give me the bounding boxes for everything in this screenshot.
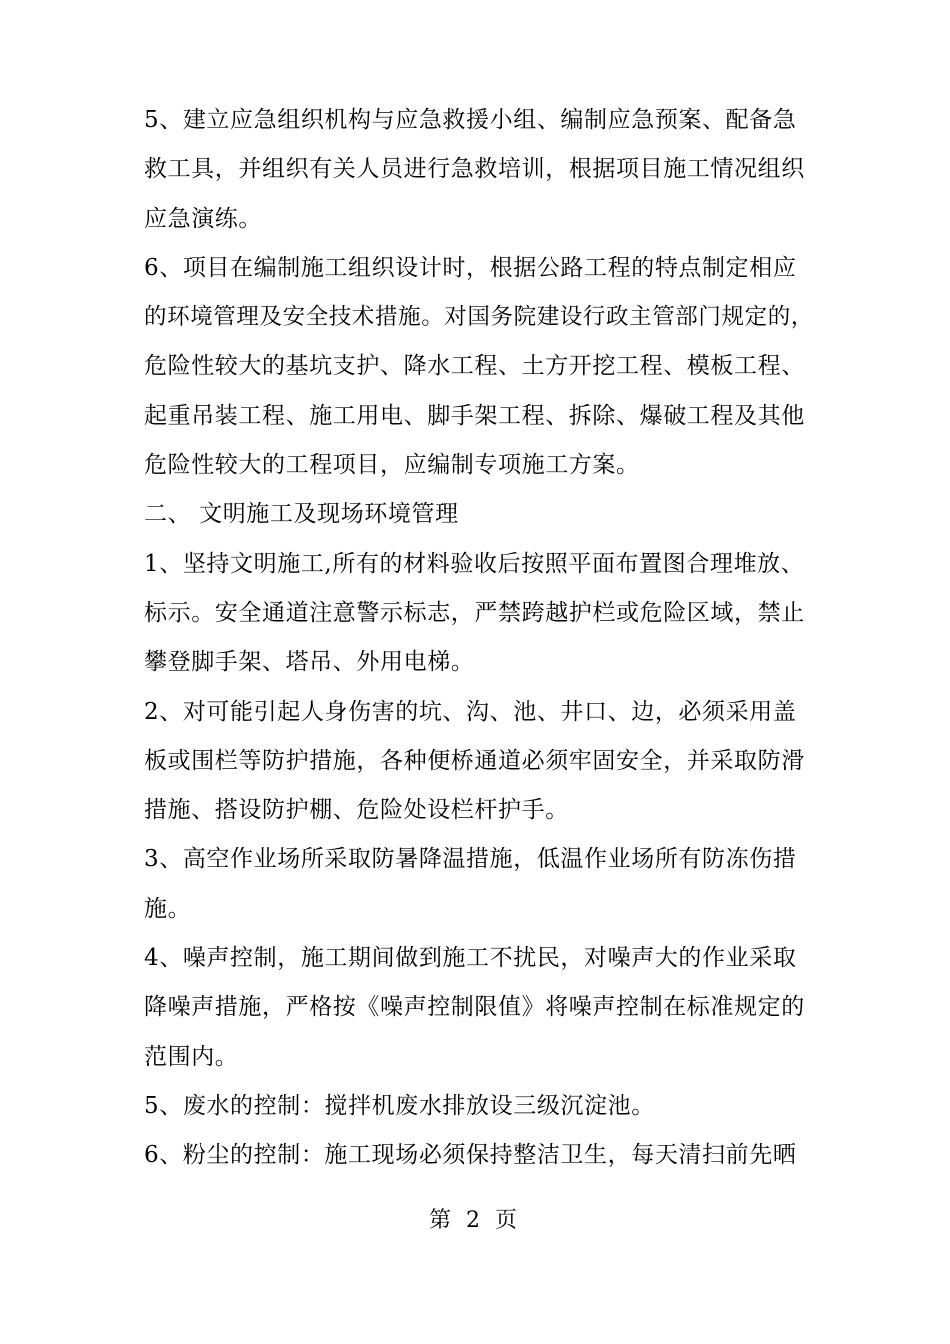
text-line: 3、高空作业场所采取防暑降温措施，低温作业场所有防冻伤措 (144, 846, 797, 873)
paragraph-safety-measures (144, 244, 816, 490)
text-line: 降噪声措施，严格按《噪声控制限值》将噪声控制在标准规定的 (144, 994, 805, 1021)
paragraph-wastewater-control (144, 1082, 816, 1131)
text-line: 4、噪声控制，施工期间做到施工不扰民，对噪声大的作业采取 (144, 945, 797, 972)
page-number: 第 2 页 (429, 1208, 521, 1233)
text-line: 救工具，并组织有关人员进行急救培训，根据项目施工情况组织 (144, 156, 805, 183)
section-heading (144, 490, 816, 539)
text-line: 5、建立应急组织机构与应急救援小组、编制应急预案、配备急 (144, 107, 797, 133)
paragraph-emergency (144, 96, 816, 244)
text-line: 范围内。 (144, 1043, 239, 1070)
text-line: 1、坚持文明施工,所有的材料验收后按照平面布置图合理堆放、 (144, 550, 805, 577)
text-line: 2、对可能引起人身伤害的坑、沟、池、井口、边，必须采用盖 (144, 698, 797, 725)
text-line: 施。 (144, 895, 192, 922)
text-line: 措施、搭设防护棚、危险处设栏杆护手。 (144, 797, 569, 824)
text-line: 6、粉尘的控制：施工现场必须保持整洁卫生，每天清扫前先晒 (144, 1142, 797, 1169)
text-line: 板或围栏等防护措施，各种便桥通道必须牢固安全，并采取防滑 (144, 747, 805, 774)
paragraph-temperature-measures (144, 835, 816, 934)
paragraph-civilized-construction (144, 540, 816, 688)
section-title: 二、 文明施工及现场环境管理 (144, 501, 459, 528)
text-line: 标示。安全通道注意警示标志，严禁跨越护栏或危险区域，禁止 (144, 599, 805, 626)
paragraph-dust-control (144, 1131, 816, 1180)
text-line: 5、废水的控制：搅拌机废水排放设三级沉淀池。 (144, 1092, 655, 1119)
paragraph-protective-measures (144, 688, 816, 836)
paragraph-noise-control (144, 934, 816, 1082)
text-line: 起重吊装工程、施工用电、脚手架工程、拆除、爆破工程及其他 (144, 402, 805, 429)
text-line: 危险性较大的工程项目，应编制专项施工方案。 (144, 452, 640, 479)
text-line: 6、项目在编制施工组织设计时，根据公路工程的特点制定相应 (144, 254, 797, 281)
text-line: 的环境管理及安全技术措施。对国务院建设行政主管部门规定的， (144, 304, 814, 331)
text-line: 应急演练。 (144, 205, 262, 232)
document-body (144, 96, 816, 1181)
text-line: 攀登脚手架、塔吊、外用电梯。 (144, 649, 475, 676)
text-line: 危险性较大的基坑支护、降水工程、土方开挖工程、模板工程、 (144, 353, 805, 380)
